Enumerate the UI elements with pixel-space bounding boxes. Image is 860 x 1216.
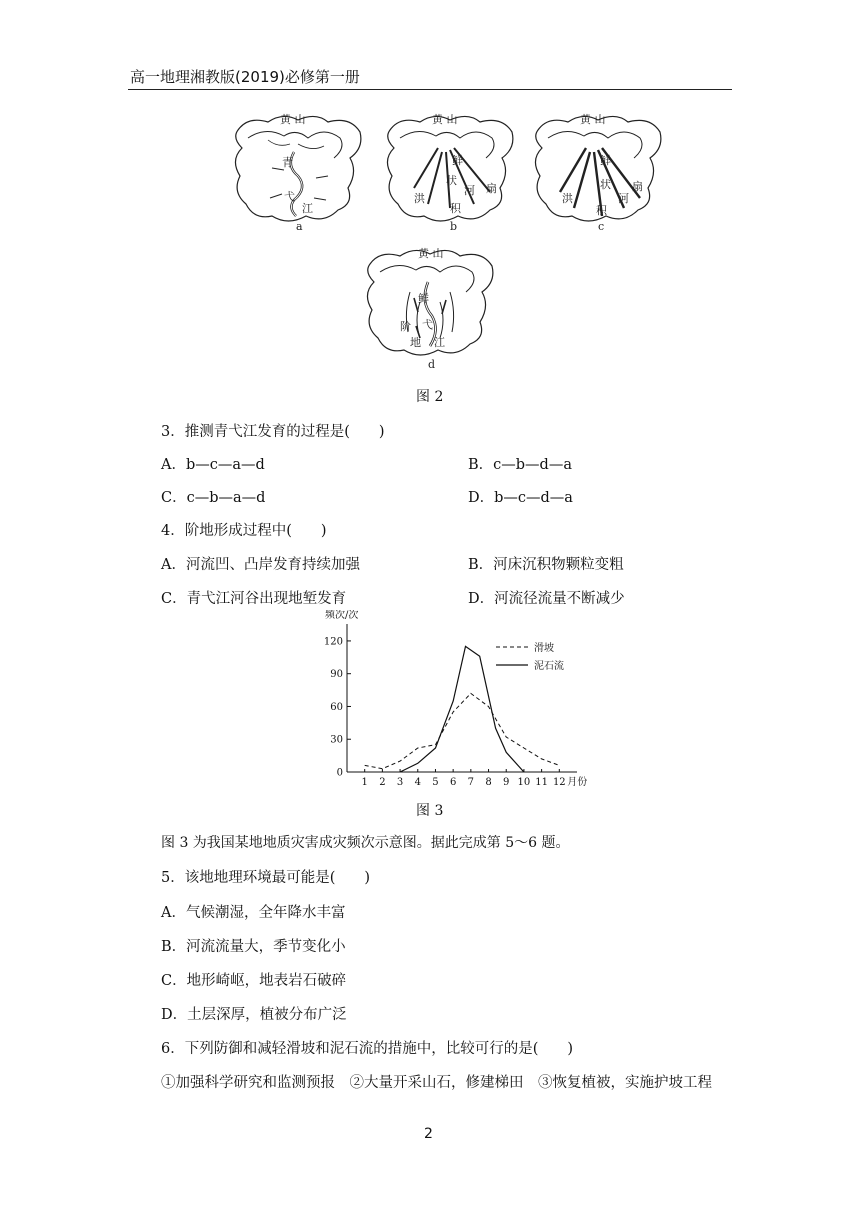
map-d-label-1: 鲜	[418, 292, 429, 305]
map-b-label-5: 洪	[414, 192, 425, 205]
map-panel-d	[360, 242, 502, 372]
map-c-label-2: 状	[600, 178, 611, 191]
map-d-sublabel: d	[428, 358, 436, 371]
map-panel-b	[380, 108, 522, 234]
q6-measures: ①加强科学研究和监测预报 ②大量开采山石，修建梯田 ③恢复植被，实施护坡工程	[161, 1075, 712, 1091]
q3-option-b: B．c—b—d—a	[468, 457, 572, 473]
map-d-label-2: 阶	[400, 320, 411, 333]
y-tick-label-0: 0	[336, 767, 343, 779]
map-panel-a	[228, 108, 370, 234]
map-c-label-1: 鲜	[600, 154, 611, 167]
map-b-sublabel: b	[450, 220, 458, 233]
map-c-mountain: 黄 山	[580, 113, 606, 126]
q4-option-c: C．青弋江河谷出现地堑发育	[161, 591, 347, 607]
map-c-label-5: 洪	[562, 192, 573, 205]
map-d-label-5: 江	[434, 336, 445, 349]
section-intro: 图 3 为我国某地地质灾害成灾频次示意图。据此完成第 5～6 题。	[161, 835, 570, 851]
q4-option-a: A．河流凹、凸岸发育持续加强	[161, 557, 360, 573]
map-b-label-1: 鲜	[452, 154, 463, 167]
map-a-sublabel: a	[296, 220, 303, 233]
figure-3-caption: 图 3	[416, 803, 444, 819]
map-b-mountain: 黄 山	[432, 113, 458, 126]
q5-option-c: C．地形崎岖，地表岩石破碎	[161, 973, 347, 989]
page-number: 2	[424, 1126, 433, 1142]
map-b-label-4: 河	[464, 184, 475, 197]
legend-label-1: 泥石流	[534, 661, 564, 672]
q3-option-c: C．c—b—a—d	[161, 490, 266, 506]
q5-option-d: D．土层深厚，植被分布广泛	[161, 1007, 347, 1023]
map-a-label-2: 弋	[284, 190, 295, 203]
hazard-frequency-chart	[310, 610, 600, 794]
q3-option-a: A．b—c—a—d	[161, 457, 265, 473]
y-tick-label-1: 30	[330, 734, 343, 746]
x-tick-label-4: 5	[432, 777, 439, 788]
y-tick-label-2: 60	[330, 701, 343, 713]
x-tick-label-9: 10	[517, 777, 531, 788]
x-tick-label-10: 11	[535, 777, 548, 788]
y-tick-label-4: 120	[323, 636, 343, 648]
legend-label-0: 滑坡	[534, 643, 554, 654]
x-tick-label-5: 6	[449, 777, 457, 788]
map-b-label-6: 积	[450, 202, 461, 215]
map-c-label-3: 扇	[632, 180, 643, 193]
map-b-label-3: 扇	[486, 182, 497, 195]
map-c-label-4: 河	[618, 192, 629, 205]
figure-2-caption: 图 2	[416, 389, 444, 405]
x-tick-label-1: 2	[379, 777, 386, 788]
x-tick-label-3: 4	[414, 777, 421, 788]
map-a-label-3: 江	[302, 202, 313, 215]
map-c-label-6: 积	[596, 204, 607, 217]
q3-stem: 3．推测青弋江发育的过程是( )	[161, 424, 385, 440]
page-header-title: 高一地理湘教版(2019)必修第一册	[130, 68, 360, 86]
x-axis-title: 月份	[567, 777, 588, 788]
y-axis-title: 频次/次	[325, 610, 359, 621]
q4-option-b: B．河床沉积物颗粒变粗	[468, 557, 624, 573]
map-d-label-4: 地	[410, 336, 421, 349]
map-a-mountain: 黄 山	[280, 113, 306, 126]
map-panel-c	[528, 108, 670, 234]
x-tick-label-6: 7	[467, 777, 475, 788]
q6-stem: 6．下列防御和减轻滑坡和泥石流的措施中，比较可行的是( )	[161, 1041, 574, 1057]
q5-option-a: A．气候潮湿，全年降水丰富	[161, 905, 346, 921]
q5-option-b: B．河流流量大，季节变化小	[161, 939, 346, 955]
q4-option-d: D．河流径流量不断减少	[468, 591, 625, 607]
map-c-sublabel: c	[598, 220, 605, 233]
x-tick-label-0: 1	[361, 777, 368, 788]
y-tick-label-3: 90	[330, 669, 343, 681]
x-tick-label-2: 3	[396, 777, 404, 788]
q4-stem: 4．阶地形成过程中( )	[161, 523, 327, 539]
map-d-mountain: 黄 山	[418, 247, 444, 260]
header-divider	[128, 89, 732, 90]
map-d-label-3: 弋	[422, 318, 433, 331]
q3-option-d: D．b—c—d—a	[468, 490, 573, 506]
x-tick-label-11: 12	[552, 777, 566, 788]
map-a-label-1: 青	[282, 156, 293, 169]
map-b-label-2: 状	[446, 174, 457, 187]
q5-stem: 5．该地地理环境最可能是( )	[161, 870, 371, 886]
series-line-0	[365, 693, 560, 768]
x-tick-label-7: 8	[485, 777, 492, 788]
x-tick-label-8: 9	[503, 777, 510, 788]
